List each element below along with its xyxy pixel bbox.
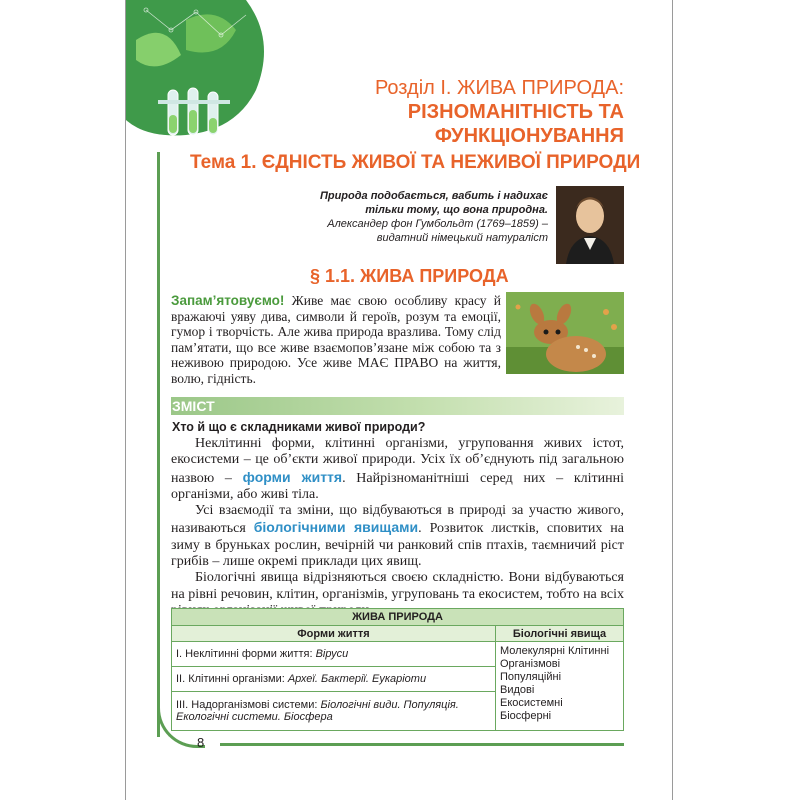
term-biological-phenomena: біологічними явищами — [253, 519, 419, 536]
content-header-bar — [171, 397, 624, 415]
level-item: Організмові — [500, 658, 561, 670]
body-paragraph-1-b: . Найрізноманітніші серед них – клітинні організми, або живі тіла. — [171, 470, 624, 502]
question-heading: Хто й що є складниками живої природи? — [172, 420, 426, 434]
epigraph-quote-line1: Природа подобається, вабить і надихає — [319, 190, 548, 202]
table-cell-form — [172, 642, 496, 667]
frame-line-left — [157, 152, 160, 737]
living-nature-table — [171, 608, 624, 731]
epigraph-author-line1: Александер фон Гумбольдт (1769–1859) – — [327, 218, 548, 230]
frame-line-bottom — [220, 743, 624, 746]
section-title-line2: РІЗНОМАНІТНІСТЬ ТА ФУНКЦІОНУВАННЯ — [407, 101, 624, 147]
table-col-phenomena: Біологічні явища — [496, 626, 624, 642]
form-prefix: ІІ. Клітинні організми: — [176, 673, 288, 685]
paragraph-title: § 1.1. ЖИВА ПРИРОДА — [310, 266, 509, 286]
epigraph — [290, 189, 548, 245]
table-cell-levels — [496, 642, 624, 731]
page-number: 8 — [197, 735, 205, 750]
level-item: Екосистемні — [500, 697, 563, 709]
level-item: Популяційні — [500, 671, 562, 683]
table-row — [172, 642, 624, 667]
topic-title: Тема 1. ЄДНІСТЬ ЖИВОЇ ТА НЕЖИВОЇ ПРИРОДИ — [190, 152, 641, 173]
epigraph-quote-line2: тільки тому, що вона природна. — [365, 204, 548, 216]
body-paragraph-1 — [171, 436, 624, 503]
section-title — [240, 76, 624, 148]
form-value: Археї. Бактерії. Еукаріоти — [287, 673, 427, 685]
body-paragraph-1-a: Неклітинні форми, клітинні організми, угруповання живих істот, екосистеми – це об’єкти живої природи. Усіх їх об’єднують під загальною назвою – — [171, 436, 624, 486]
term-life-forms: форми життя — [242, 468, 343, 485]
body-text — [171, 436, 624, 619]
level-item: Біосферні — [500, 710, 552, 722]
body-paragraph-3: Біологічні явища відрізняються своєю складністю. Вони відбуваються на рівні речовин, клітин, організмів, угруповань та екосистем, тобто на всіх — [171, 570, 624, 602]
table-cell-form — [172, 692, 496, 731]
intro-lead: Запам’ятовуємо! — [171, 293, 285, 308]
table-title: ЖИВА ПРИРОДА — [172, 609, 624, 626]
body-paragraph-2-a: Усі взаємодії та зміни, що відбуваються в природі за участю живого, називаються — [171, 503, 624, 537]
section-title-line1: Розділ І. ЖИВА ПРИРОДА: — [374, 77, 624, 99]
table-cell-form — [172, 667, 496, 692]
epigraph-author-line2: видатний німецький натураліст — [376, 232, 548, 244]
form-value: Біологічні види. Популяція. Екологічні системи. Біосфера — [176, 699, 459, 723]
content-header-label: ЗМІСТ — [172, 398, 215, 414]
level-item: Видові — [500, 684, 535, 696]
level-item: Молекулярні Клітинні — [500, 645, 610, 657]
fawn-photo — [506, 292, 624, 374]
form-prefix: ІІІ. Надорганізмові системи: — [176, 699, 321, 711]
table-col-life-forms: Форми життя — [172, 626, 496, 642]
page-edge-right — [672, 0, 673, 800]
body-paragraph-2-b: . Розвиток листків, сповитих на зиму в бруньках рослин, вечірній чи ранковий спів птахів, таємничий ріст грибів – лише окремі приклади цих явищ. — [171, 521, 624, 570]
humboldt-portrait-image — [556, 186, 624, 264]
intro-paragraph — [171, 293, 501, 386]
body-paragraph-2 — [171, 503, 624, 570]
intro-text: Живе має свою особливу красу й вражаючі уяву дива, символи й героїв, розум та емоції, гумор і творчість. Але жива природа вразлива. Тому слід пам’ятати, що все живе взаємопов’язане між собою та з неживою природою. Усе живе МАЄ ПРАВО на життя, волю, гідність. — [171, 293, 501, 386]
form-prefix: І. Неклітинні форми життя: — [176, 648, 316, 660]
form-value: Віруси — [315, 648, 349, 660]
